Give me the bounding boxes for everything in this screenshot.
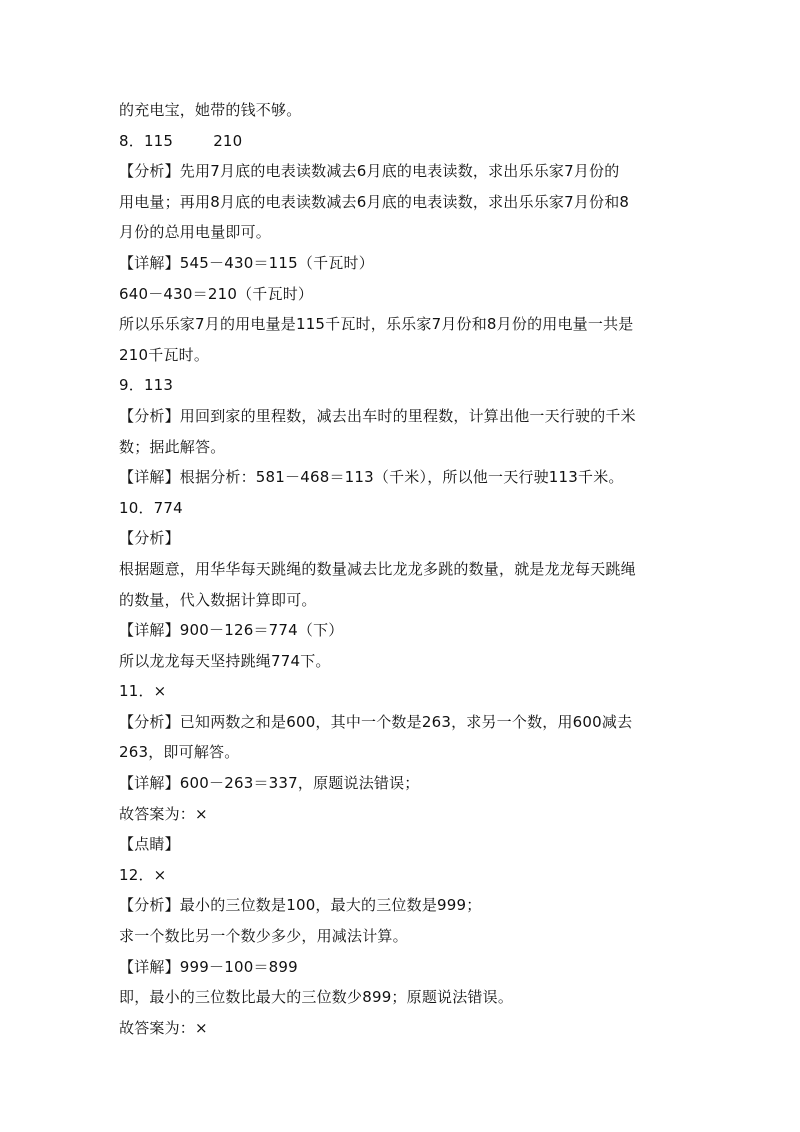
text-line-10: 9．113 [119, 376, 174, 395]
text-line-25: 【点睛】 [119, 835, 180, 854]
text-line-4: 用电量；再用8月底的电表读数减去6月底的电表读数，求出乐乐家7月份和8 [119, 192, 630, 211]
text-line-16: 根据题意，用华华每天跳绳的数量减去比龙龙多跳的数量，就是龙龙每天跳绳 [119, 559, 636, 578]
text-line-12: 数；据此解答。 [119, 437, 226, 456]
text-line-19: 所以龙龙每天坚持跳绳774下。 [119, 651, 331, 670]
text-line-24: 故答案为：× [119, 804, 208, 823]
text-line-7: 640－430＝210（千瓦时） [119, 284, 314, 303]
text-line-26: 12．× [119, 865, 167, 884]
text-line-31: 故答案为：× [119, 1018, 208, 1037]
text-line-11: 【分析】用回到家的里程数，减去出车时的里程数，计算出他一天行驶的千米 [119, 406, 636, 425]
text-line-28: 求一个数比另一个数少多少，用减法计算。 [119, 927, 408, 946]
text-line-29: 【详解】999－100＝899 [119, 957, 298, 976]
text-line-23: 【详解】600－263＝337，原题说法错误； [119, 774, 420, 793]
text-line-13: 【详解】根据分析：581－468＝113（千米），所以他一天行驶113千米。 [119, 468, 624, 487]
answer-8-part-2: 210 [213, 131, 243, 150]
text-line-9: 210千瓦时。 [119, 345, 210, 364]
text-line-27: 【分析】最小的三位数是100，最大的三位数是999； [119, 896, 482, 915]
document-page [119, 95, 689, 1043]
text-line-21: 【分析】已知两数之和是600，其中一个数是263，求另一个数，用600减去 [119, 712, 633, 731]
text-line-6: 【详解】545－430＝115（千瓦时） [119, 253, 374, 272]
text-line-18: 【详解】900－126＝774（下） [119, 621, 344, 640]
text-line-1: 的充电宝，她带的钱不够。 [119, 101, 302, 119]
text-line-15: 【分析】 [119, 529, 180, 548]
text-line-22: 263，即可解答。 [119, 743, 240, 762]
answer-8-part-1: 8．115 [119, 131, 174, 150]
text-line-17: 的数量，代入数据计算即可。 [119, 590, 317, 609]
text-line-8: 所以乐乐家7月的用电量是115千瓦时，乐乐家7月份和8月份的用电量一共是 [119, 315, 634, 334]
answer-8-line [119, 126, 689, 157]
text-line-30: 即，最小的三位数比最大的三位数少899；原题说法错误。 [119, 988, 514, 1007]
text-line-20: 11．× [119, 682, 167, 701]
text-line-5: 月份的总用电量即可。 [119, 223, 272, 242]
text-line-3: 【分析】先用7月底的电表读数减去6月底的电表读数，求出乐乐家7月份的 [119, 162, 620, 181]
text-line-14: 10．774 [119, 498, 183, 517]
